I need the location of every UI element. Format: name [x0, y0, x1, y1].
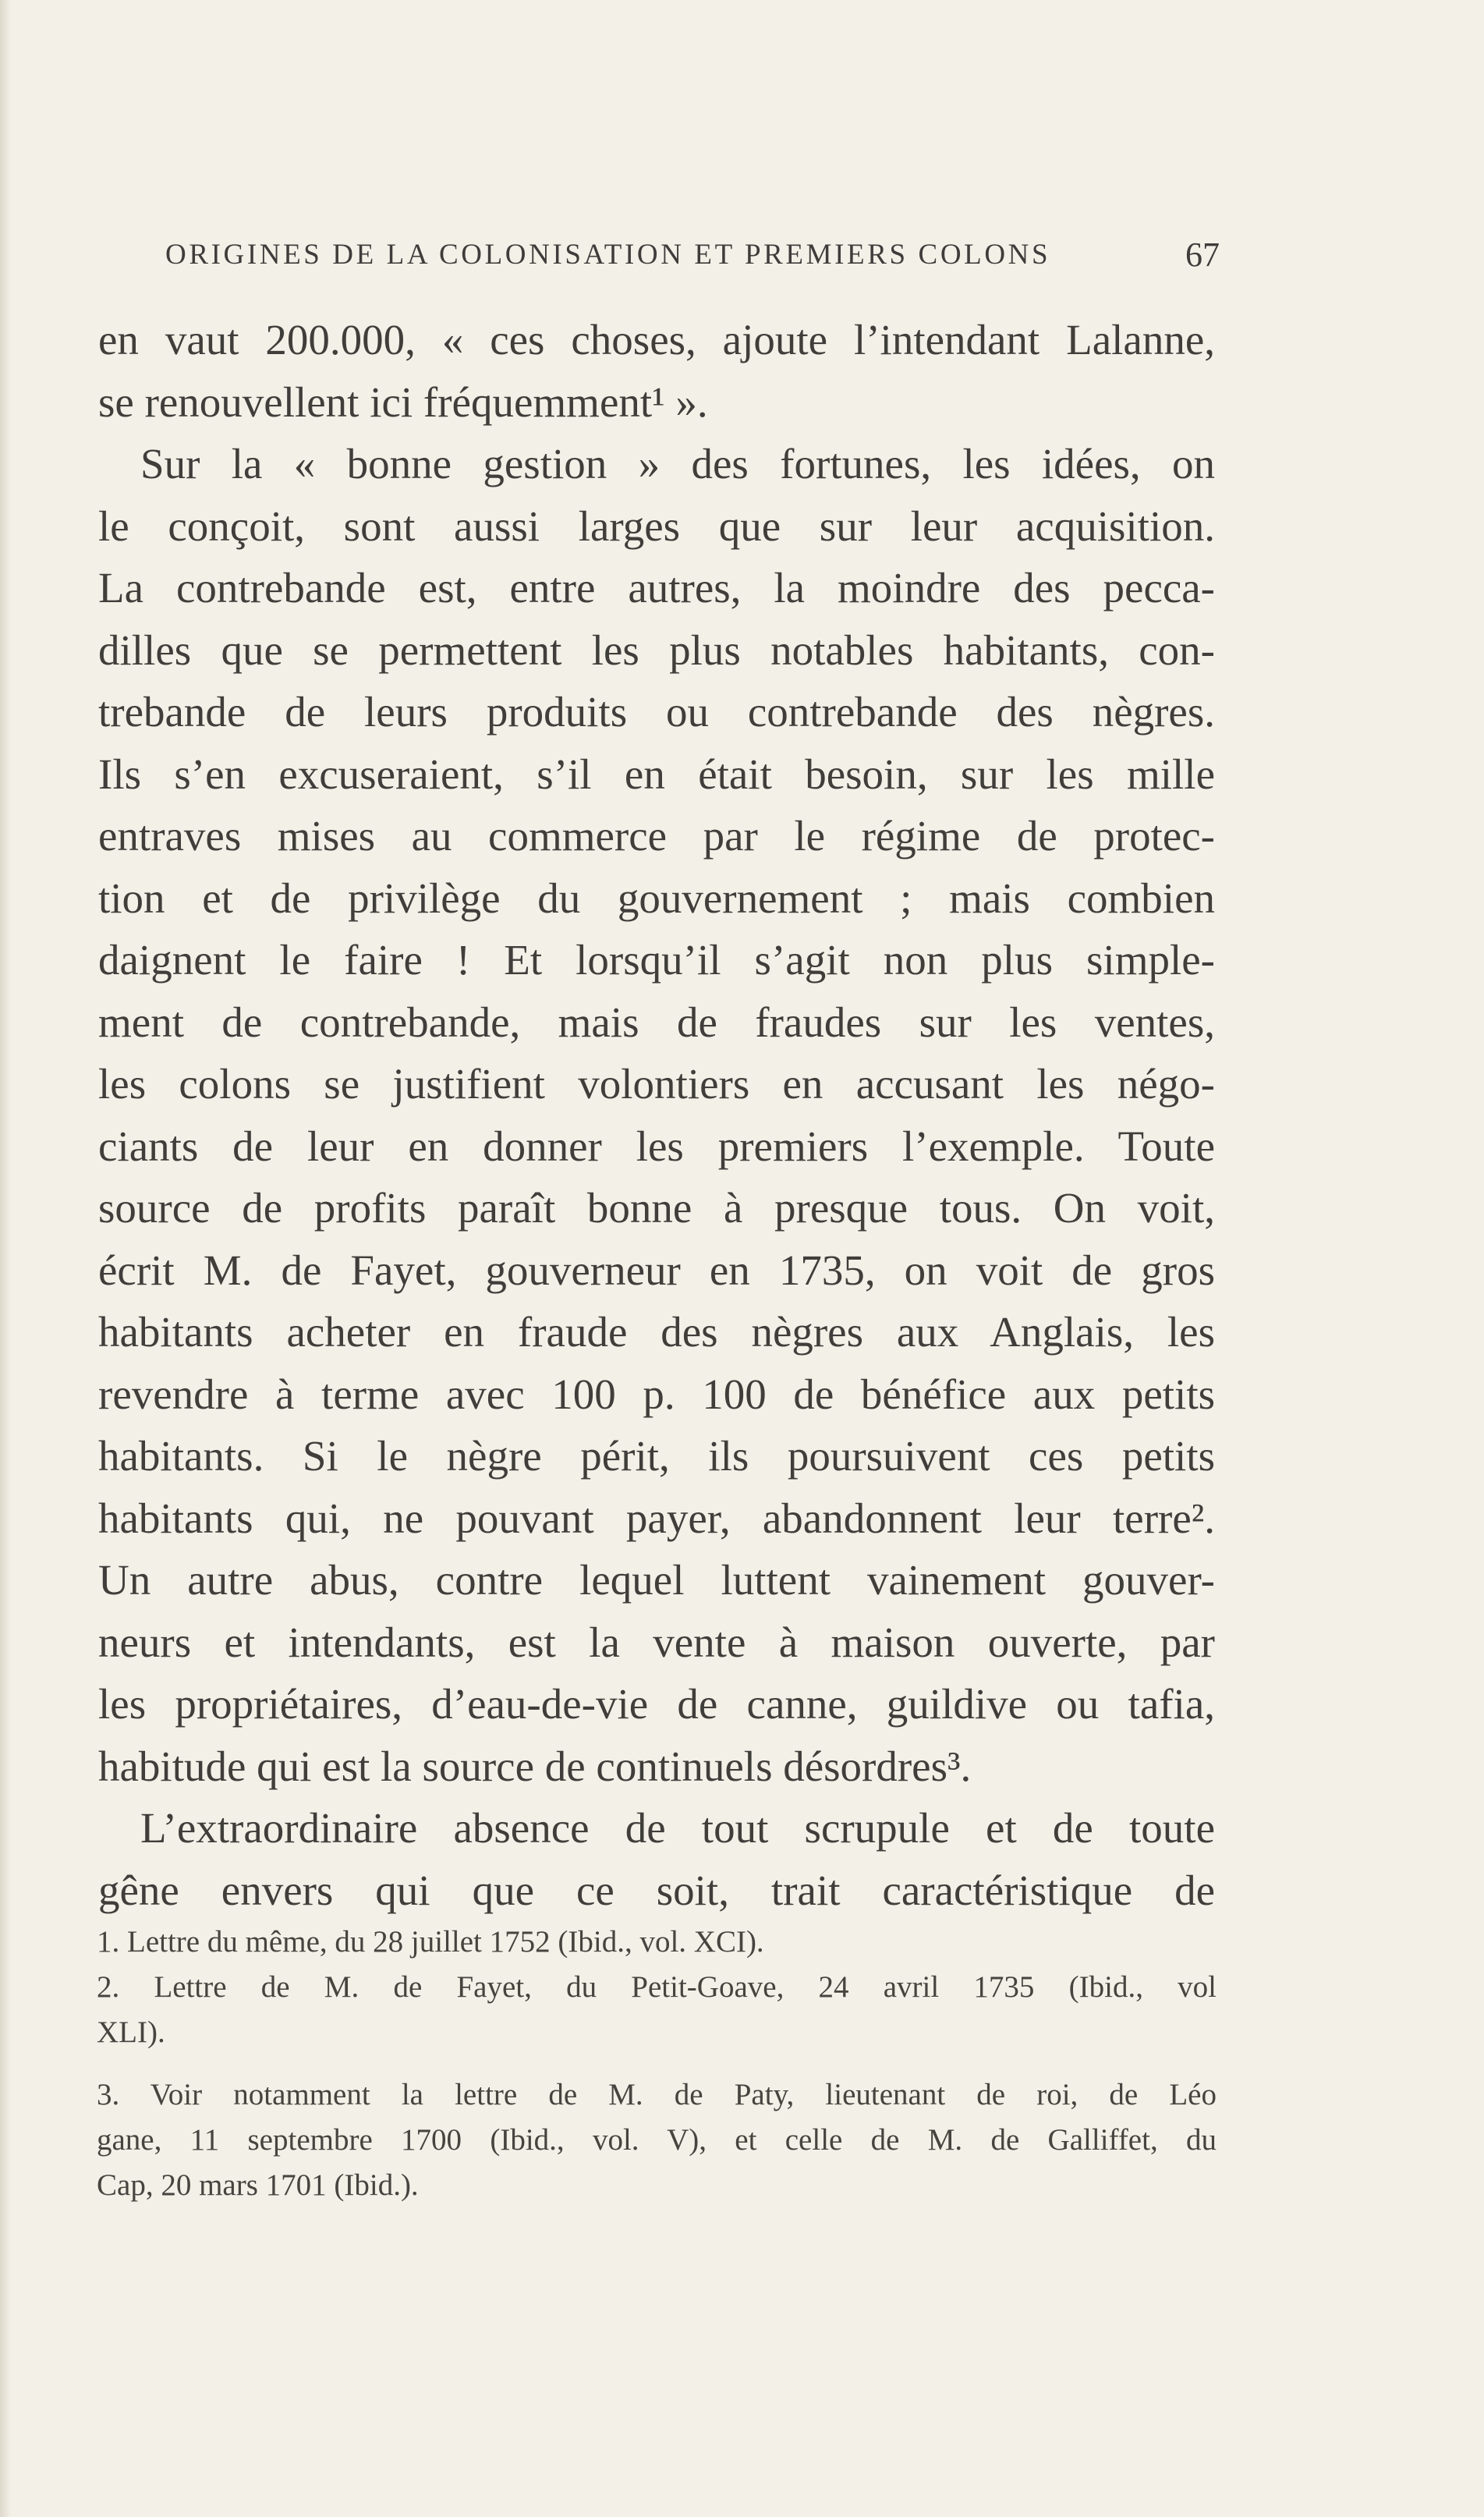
text-line: se renouvellent ici fréquemment¹ ».	[98, 378, 708, 426]
body-text	[98, 309, 1215, 1921]
text-line: tion et de privilège du gouvernement ; mais combien	[98, 874, 1215, 922]
text-line: les propriétaires, d’eau-de-vie de canne, guildive ou tafia,	[98, 1680, 1215, 1728]
text-line: source de profits paraît bonne à presque tous. On voit,	[98, 1184, 1215, 1232]
text-line: Ils s’en excuseraient, s’il en était besoin, sur les mille	[98, 750, 1215, 798]
text-line: La contrebande est, entre autres, la moindre des pecca-	[98, 564, 1215, 612]
running-head	[165, 238, 1220, 285]
footnote-3-continued: gane, 11 septembre 1700 (Ibid., vol. V), et celle de M. de Galliffet, du	[97, 2123, 1217, 2157]
text-line: le conçoit, sont aussi larges que sur leur acquisition.	[98, 502, 1215, 550]
footnote-2-continued: XLI).	[97, 2015, 165, 2049]
text-line: neurs et intendants, est la vente à maison ouverte, par	[98, 1618, 1215, 1666]
page-number: 67	[1185, 236, 1220, 274]
footnotes	[97, 1920, 1217, 2208]
footnote-3-end: Cap, 20 mars 1701 (Ibid.).	[97, 2168, 419, 2202]
text-line: habitants qui, ne pouvant payer, abandonnent leur terre².	[98, 1494, 1215, 1542]
footnote-3: 3. Voir notamment la lettre de M. de Paty, lieutenant de roi, de Léo	[97, 2078, 1217, 2111]
text-line: habitants. Si le nègre périt, ils poursuivent ces petits	[98, 1432, 1215, 1480]
text-line: les colons se justifient volontiers en accusant les négo-	[98, 1060, 1215, 1108]
text-line: daignent le faire ! Et lorsqu’il s’agit non plus simple-	[98, 936, 1215, 984]
text-line: Un autre abus, contre lequel luttent vainement gouver-	[98, 1556, 1215, 1604]
text-line: en vaut 200.000, « ces choses, ajoute l’intendant Lalanne,	[98, 316, 1215, 363]
text-line: ment de contrebande, mais de fraudes sur les ventes,	[98, 998, 1215, 1046]
text-line: écrit M. de Fayet, gouverneur en 1735, on voit de gros	[98, 1246, 1215, 1294]
text-line: trebande de leurs produits ou contrebande des nègres.	[98, 688, 1215, 736]
text-line: Sur la « bonne gestion » des fortunes, les idées, on	[140, 440, 1215, 487]
text-line: habitants acheter en fraude des nègres aux Anglais, les	[98, 1308, 1215, 1356]
text-line: gêne envers qui que ce soit, trait caractéristique de	[98, 1866, 1215, 1914]
text-line: ciants de leur en donner les premiers l’exemple. Toute	[98, 1122, 1215, 1170]
page-edge-shadow	[0, 0, 11, 2517]
text-line: L’extraordinaire absence de tout scrupule et de toute	[140, 1804, 1215, 1852]
text-line: entraves mises au commerce par le régime de protec-	[98, 812, 1215, 860]
text-line: dilles que se permettent les plus notables habitants, con-	[98, 626, 1215, 674]
footnote-1: 1. Lettre du même, du 28 juillet 1752 (Ibid., vol. XCI).	[97, 1925, 764, 1959]
footnote-2: 2. Lettre de M. de Fayet, du Petit-Goave, 24 avril 1735 (Ibid., vol	[97, 1970, 1217, 2004]
running-head-title: ORIGINES DE LA COLONISATION ET PREMIERS COLONS	[165, 239, 1051, 271]
text-line: revendre à terme avec 100 p. 100 de bénéfice aux petits	[98, 1370, 1215, 1418]
text-line: habitude qui est la source de continuels désordres³.	[98, 1742, 972, 1790]
footnote-spacer	[97, 2055, 1217, 2072]
